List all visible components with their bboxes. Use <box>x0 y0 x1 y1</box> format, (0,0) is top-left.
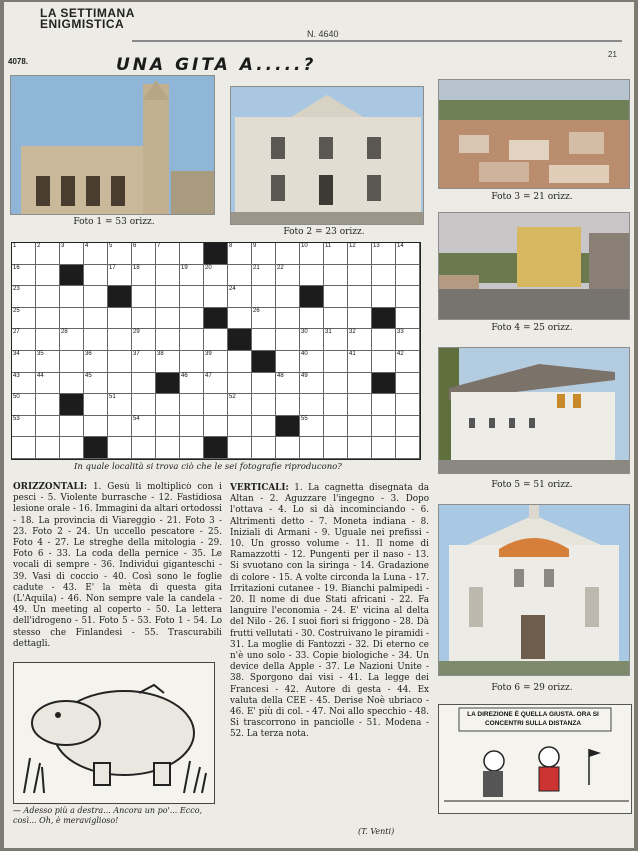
grid-cell[interactable] <box>84 416 108 438</box>
grid-cell[interactable] <box>36 394 60 416</box>
grid-cell[interactable] <box>228 286 252 308</box>
grid-cell[interactable] <box>348 416 372 438</box>
grid-cell-number: 44 <box>37 372 44 379</box>
grid-cell[interactable] <box>324 308 348 330</box>
grid-cell-number: 17 <box>109 264 116 271</box>
grid-cell-number: 7 <box>157 243 161 249</box>
grid-cell[interactable] <box>204 265 228 287</box>
grid-cell[interactable] <box>132 308 156 330</box>
grid-cell[interactable] <box>276 351 300 373</box>
grid-cell[interactable] <box>228 351 252 373</box>
grid-cell[interactable] <box>300 329 324 351</box>
grid-cell[interactable] <box>12 416 36 438</box>
photo-5-image <box>439 348 629 473</box>
photo-6-image <box>439 505 629 675</box>
grid-cell-number: 10 <box>301 243 308 249</box>
magazine-name-line2: ENIGMISTICA <box>40 17 125 31</box>
grid-cell-number: 27 <box>13 329 20 336</box>
grid-black-cell <box>204 437 228 459</box>
grid-cell[interactable] <box>60 351 84 373</box>
grid-cell[interactable] <box>12 286 36 308</box>
grid-cell-number: 14 <box>397 243 404 249</box>
grid-cell[interactable] <box>156 394 180 416</box>
grid-cell[interactable] <box>300 437 324 459</box>
grid-cell-number: 6 <box>133 243 137 249</box>
grid-cell-number: 54 <box>133 415 140 422</box>
grid-cell[interactable] <box>252 394 276 416</box>
game-number: 4078. <box>8 57 29 66</box>
grid-cell[interactable] <box>396 243 420 265</box>
grid-cell[interactable] <box>276 373 300 395</box>
grid-cell-number: 41 <box>349 350 356 357</box>
grid-cell[interactable] <box>180 373 204 395</box>
grid-cell[interactable] <box>36 329 60 351</box>
author-signature: (T. Venti) <box>358 827 395 836</box>
grid-cell[interactable] <box>12 394 36 416</box>
photo-2-caption: Foto 2 = 23 orizz. <box>283 227 365 237</box>
grid-cell[interactable] <box>12 373 36 395</box>
grid-cell-number: 12 <box>349 243 356 249</box>
grid-cell[interactable] <box>180 243 204 265</box>
grid-cell-number: 48 <box>277 372 284 379</box>
grid-cell[interactable] <box>108 351 132 373</box>
grid-cell[interactable] <box>396 351 420 373</box>
grid-cell-number: 22 <box>277 264 284 271</box>
grid-cell[interactable] <box>252 308 276 330</box>
grid-cell[interactable] <box>252 286 276 308</box>
photo-4 <box>438 212 630 320</box>
grid-black-cell <box>204 308 228 330</box>
photo-2-image <box>231 87 423 224</box>
grid-cell[interactable] <box>324 373 348 395</box>
grid-cell-number: 42 <box>397 350 404 357</box>
grid-cell[interactable] <box>276 308 300 330</box>
grid-cell[interactable] <box>324 437 348 459</box>
grid-cell-number: 34 <box>13 350 20 357</box>
grid-cell[interactable] <box>300 351 324 373</box>
golf-cartoon <box>438 704 632 814</box>
grid-cell[interactable] <box>228 373 252 395</box>
grid-cell-number: 45 <box>85 372 92 379</box>
grid-cell[interactable] <box>300 394 324 416</box>
grid-cell-number: 51 <box>109 394 116 401</box>
grid-cell[interactable] <box>348 437 372 459</box>
grid-cell[interactable] <box>156 243 180 265</box>
hippo-caption: — Adesso più a destra... Ancora un po'... Ecco, così... Oh, è meraviglioso! <box>13 806 203 825</box>
grid-cell-number: 36 <box>85 350 92 357</box>
grid-cell[interactable] <box>300 308 324 330</box>
grid-cell[interactable] <box>276 243 300 265</box>
grid-cell[interactable] <box>156 329 180 351</box>
grid-cell-number: 19 <box>181 264 188 271</box>
grid-cell-number: 18 <box>133 264 140 271</box>
crossword-grid <box>11 242 421 460</box>
grid-cell[interactable] <box>396 308 420 330</box>
grid-cell[interactable] <box>372 243 396 265</box>
grid-cell[interactable] <box>228 394 252 416</box>
grid-cell[interactable] <box>156 308 180 330</box>
grid-cell[interactable] <box>324 394 348 416</box>
grid-cell[interactable] <box>156 265 180 287</box>
grid-cell-number: 11 <box>325 243 332 249</box>
grid-cell[interactable] <box>12 243 36 265</box>
grid-cell[interactable] <box>348 351 372 373</box>
grid-cell[interactable] <box>156 286 180 308</box>
page-number: 21 <box>608 50 617 59</box>
grid-cell[interactable] <box>180 308 204 330</box>
down-clues <box>230 483 429 823</box>
golf-illustration <box>439 705 631 813</box>
grid-cell[interactable] <box>204 351 228 373</box>
grid-cell[interactable] <box>108 416 132 438</box>
grid-cell[interactable] <box>276 437 300 459</box>
grid-cell[interactable] <box>372 437 396 459</box>
down-heading: VERTICALI: <box>230 483 289 493</box>
grid-cell-number: 47 <box>205 372 212 379</box>
grid-cell[interactable] <box>228 243 252 265</box>
grid-cell[interactable] <box>348 329 372 351</box>
issue-number: N. 4640 <box>307 29 339 39</box>
grid-cell[interactable] <box>132 265 156 287</box>
grid-cell[interactable] <box>324 265 348 287</box>
grid-cell[interactable] <box>108 394 132 416</box>
grid-cell-number: 23 <box>13 286 20 293</box>
grid-cell[interactable] <box>396 373 420 395</box>
photo-4-image <box>439 213 629 319</box>
grid-cell[interactable] <box>12 265 36 287</box>
grid-black-cell <box>228 329 252 351</box>
grid-cell[interactable] <box>204 286 228 308</box>
game-title: UNA GITA A.....? <box>116 55 317 75</box>
grid-cell[interactable] <box>60 437 84 459</box>
grid-cell-number: 16 <box>13 264 20 271</box>
photo-3 <box>438 79 630 189</box>
across-clues-text: 1. Gesù li moltiplicò con i pesci - 5. Violente burrasche - 12. Fastidiosa lesione orale - 16. Immagini da altari ortodossi - 18. La provincia di Viareggio - 21. Foto 3 - 23. Foto 2 - 24. Un uccello pescatore - 25. Foto 4 - 27. Le streghe della mitologia - 29. Foto 6 - 33. La coda della pernice - 35. Le vocali di sempre - 36. Individui giganteschi - 39. Vasi di coccio - 40. Così sono le foglie cadute - 43. E' la mèta di questa gita (L'Aquila) - 46. Non sempre vale la candela - 49. Un meeting al coperto - 50. La lettera dell'idrogeno - 51. Foto 5 - 53. Foto 1 - 54. Lo stesso che Finlandesi - 55. Trascurabili dettagli. <box>13 482 222 649</box>
grid-cell[interactable] <box>36 265 60 287</box>
photo-2 <box>230 86 424 225</box>
grid-cell[interactable] <box>132 329 156 351</box>
grid-cell[interactable] <box>60 243 84 265</box>
grid-cell[interactable] <box>324 329 348 351</box>
grid-cell[interactable] <box>84 351 108 373</box>
grid-cell-number: 5 <box>109 243 113 249</box>
grid-cell[interactable] <box>324 351 348 373</box>
grid-cell-number: 8 <box>229 243 233 249</box>
grid-cell-number: 40 <box>301 350 308 357</box>
grid-cell[interactable] <box>60 373 84 395</box>
magazine-name-line1: LA SETTIMANA <box>40 6 135 20</box>
grid-cell[interactable] <box>180 351 204 373</box>
grid-cell-number: 1 <box>13 243 17 249</box>
grid-black-cell <box>84 437 108 459</box>
grid-cell[interactable] <box>132 286 156 308</box>
across-heading: ORIZZONTALI: <box>13 482 88 492</box>
grid-cell-number: 31 <box>325 329 332 336</box>
grid-cell-number: 25 <box>13 307 20 314</box>
grid-cell[interactable] <box>324 416 348 438</box>
grid-cell-number: 21 <box>253 264 260 271</box>
grid-cell[interactable] <box>372 394 396 416</box>
grid-black-cell <box>60 265 84 287</box>
grid-cell[interactable] <box>108 437 132 459</box>
grid-cell[interactable] <box>60 329 84 351</box>
down-clues-text: 1. La cagnetta disegnata da Altan - 2. Aguzzare l'ingegno - 3. Dopo l'ottava - 4. Lo si dà incominciando - 6. Altrimenti detto - 7. Moneta indiana - 8. Iniziali di Armani - 9. Uguale nei prefissi - 10. Un grosso volume - 11. Il nome di Ramazzotti - 12. Pungenti per il naso - 13. Si svuotano con la siringa - 14. Gradazione di colore - 15. A volte circonda la Luna - 17. Irritazioni cutanee - 19. Bianchi palmipedi - 20. Il nome di due Stati africani - 22. Fa languire l'economia - 24. E' vicina al delta del Nilo - 26. I suoi fiori si friggono - 28. Dà frutti vellutati - 30. Costruivano le piramidi - 31. La moglie di Fantozzi - 32. Di eterno ce n'è uno solo - 33. Copie biologiche - 34. Un device della Apple - 37. Le Nazioni Unite - 38. Sporgono dai visi - 41. La legge dei Francesi - 42. Autore di gesta - 44. Ex valuta della CEE - 45. Derise Noè ubriaco - 46. E' più di col. - 47. Noi allo specchio - 48. Si trascorrono in panciolle - 51. Modena - 52. La terza nota. <box>230 483 429 740</box>
photo-1-image <box>11 76 214 214</box>
grid-cell-number: 2 <box>37 243 41 249</box>
grid-cell-number: 33 <box>397 329 404 336</box>
grid-cell[interactable] <box>36 308 60 330</box>
grid-cell[interactable] <box>276 394 300 416</box>
photo-6-caption: Foto 6 = 29 orizz. <box>491 683 573 693</box>
grid-cell[interactable] <box>60 286 84 308</box>
grid-cell[interactable] <box>12 351 36 373</box>
grid-black-cell <box>372 308 396 330</box>
grid-cell[interactable] <box>180 416 204 438</box>
grid-cell[interactable] <box>324 243 348 265</box>
magazine-page <box>4 2 634 848</box>
grid-cell[interactable] <box>372 286 396 308</box>
grid-cell[interactable] <box>276 265 300 287</box>
grid-cell[interactable] <box>228 416 252 438</box>
grid-cell[interactable] <box>348 308 372 330</box>
grid-cell[interactable] <box>300 373 324 395</box>
grid-cell-number: 9 <box>253 243 257 249</box>
photo-5 <box>438 347 630 474</box>
grid-cell-number: 38 <box>157 350 164 357</box>
grid-cell-number: 49 <box>301 372 308 379</box>
grid-cell[interactable] <box>84 394 108 416</box>
grid-black-cell <box>108 286 132 308</box>
magazine-logo <box>40 8 135 30</box>
photo-1 <box>10 75 215 215</box>
grid-cell-number: 53 <box>13 415 20 422</box>
grid-cell[interactable] <box>132 394 156 416</box>
grid-cell[interactable] <box>180 329 204 351</box>
header-divider <box>132 40 622 42</box>
grid-cell[interactable] <box>228 437 252 459</box>
grid-black-cell <box>276 416 300 438</box>
grid-cell[interactable] <box>36 373 60 395</box>
photo-6 <box>438 504 630 676</box>
grid-cell[interactable] <box>12 437 36 459</box>
photo-4-caption: Foto 4 = 25 orizz. <box>491 323 573 333</box>
grid-cell-number: 30 <box>301 329 308 336</box>
grid-cell[interactable] <box>108 373 132 395</box>
crossword-question: In quale località si trova ciò che le sei fotografie riproducono? <box>74 462 342 472</box>
grid-cell[interactable] <box>36 351 60 373</box>
grid-cell[interactable] <box>276 286 300 308</box>
grid-cell[interactable] <box>132 351 156 373</box>
grid-cell[interactable] <box>348 394 372 416</box>
grid-cell-number: 50 <box>13 394 20 401</box>
grid-cell[interactable] <box>156 351 180 373</box>
grid-cell[interactable] <box>348 286 372 308</box>
grid-cell[interactable] <box>60 416 84 438</box>
grid-cell[interactable] <box>300 265 324 287</box>
grid-cell[interactable] <box>84 329 108 351</box>
grid-cell[interactable] <box>348 373 372 395</box>
grid-cell[interactable] <box>372 265 396 287</box>
grid-black-cell <box>204 243 228 265</box>
grid-cell-number: 3 <box>61 243 65 249</box>
grid-cell[interactable] <box>132 243 156 265</box>
grid-cell[interactable] <box>180 286 204 308</box>
grid-cell[interactable] <box>204 394 228 416</box>
grid-cell[interactable] <box>156 437 180 459</box>
grid-cell[interactable] <box>324 286 348 308</box>
grid-black-cell <box>372 373 396 395</box>
grid-cell[interactable] <box>372 416 396 438</box>
grid-cell[interactable] <box>36 416 60 438</box>
grid-black-cell <box>300 286 324 308</box>
grid-black-cell <box>156 373 180 395</box>
grid-cell[interactable] <box>84 286 108 308</box>
grid-cell[interactable] <box>252 265 276 287</box>
grid-black-cell <box>252 351 276 373</box>
grid-cell-number: 39 <box>205 350 212 357</box>
grid-cell-number: 43 <box>13 372 20 379</box>
grid-cell[interactable] <box>84 373 108 395</box>
grid-cell[interactable] <box>372 351 396 373</box>
grid-cell-number: 32 <box>349 329 356 336</box>
golf-speech-bubble: LA DIREZIONE È QUELLA GIUSTA. ORA SI CONCENTRI SULLA DISTANZA <box>467 711 599 727</box>
across-clues <box>13 482 222 658</box>
grid-cell[interactable] <box>180 437 204 459</box>
hippo-illustration <box>14 663 214 803</box>
grid-cell[interactable] <box>132 437 156 459</box>
hippo-cartoon <box>13 662 215 804</box>
grid-cell[interactable] <box>12 308 36 330</box>
grid-cell[interactable] <box>36 243 60 265</box>
grid-cell-number: 46 <box>181 372 188 379</box>
grid-cell-number: 28 <box>61 329 68 336</box>
grid-cell[interactable] <box>108 243 132 265</box>
grid-cell[interactable] <box>36 286 60 308</box>
grid-cell[interactable] <box>396 394 420 416</box>
grid-cell-number: 29 <box>133 329 140 336</box>
grid-cell[interactable] <box>396 286 420 308</box>
grid-cell-number: 24 <box>229 286 236 293</box>
grid-cell[interactable] <box>348 243 372 265</box>
photo-3-image <box>439 80 629 188</box>
grid-black-cell <box>60 394 84 416</box>
grid-cell[interactable] <box>252 243 276 265</box>
grid-cell[interactable] <box>300 243 324 265</box>
grid-cell[interactable] <box>228 308 252 330</box>
grid-cell[interactable] <box>84 308 108 330</box>
grid-cell[interactable] <box>84 243 108 265</box>
photo-1-caption: Foto 1 = 53 orizz. <box>73 217 155 227</box>
grid-cell[interactable] <box>108 265 132 287</box>
grid-cell[interactable] <box>84 265 108 287</box>
grid-cell[interactable] <box>252 416 276 438</box>
grid-cell[interactable] <box>396 437 420 459</box>
grid-cell-number: 26 <box>253 307 260 314</box>
grid-cell[interactable] <box>108 329 132 351</box>
grid-cell[interactable] <box>36 437 60 459</box>
grid-cell-number: 37 <box>133 350 140 357</box>
grid-cell-number: 20 <box>205 264 212 271</box>
grid-cell[interactable] <box>132 373 156 395</box>
grid-cell[interactable] <box>60 308 84 330</box>
grid-cell-number: 35 <box>37 350 44 357</box>
grid-cell[interactable] <box>252 437 276 459</box>
grid-cell[interactable] <box>348 265 372 287</box>
photo-5-caption: Foto 5 = 51 orizz. <box>491 480 573 490</box>
grid-cell[interactable] <box>252 373 276 395</box>
grid-cell[interactable] <box>396 265 420 287</box>
grid-cell[interactable] <box>396 329 420 351</box>
grid-cell-number: 4 <box>85 243 89 249</box>
grid-cell[interactable] <box>276 329 300 351</box>
grid-cell-number: 55 <box>301 415 308 422</box>
grid-cell[interactable] <box>252 329 276 351</box>
grid-cell[interactable] <box>180 394 204 416</box>
grid-cell-number: 52 <box>229 394 236 401</box>
grid-cell[interactable] <box>180 265 204 287</box>
grid-cell[interactable] <box>300 416 324 438</box>
grid-cell[interactable] <box>156 416 180 438</box>
grid-cell[interactable] <box>108 308 132 330</box>
grid-cell[interactable] <box>204 416 228 438</box>
grid-cell[interactable] <box>132 416 156 438</box>
photo-3-caption: Foto 3 = 21 orizz. <box>491 192 573 202</box>
grid-cell[interactable] <box>204 329 228 351</box>
grid-cell[interactable] <box>372 329 396 351</box>
grid-cell[interactable] <box>204 373 228 395</box>
grid-cell[interactable] <box>228 265 252 287</box>
grid-cell-number: 13 <box>373 243 380 249</box>
grid-cell[interactable] <box>12 329 36 351</box>
grid-cell[interactable] <box>396 416 420 438</box>
